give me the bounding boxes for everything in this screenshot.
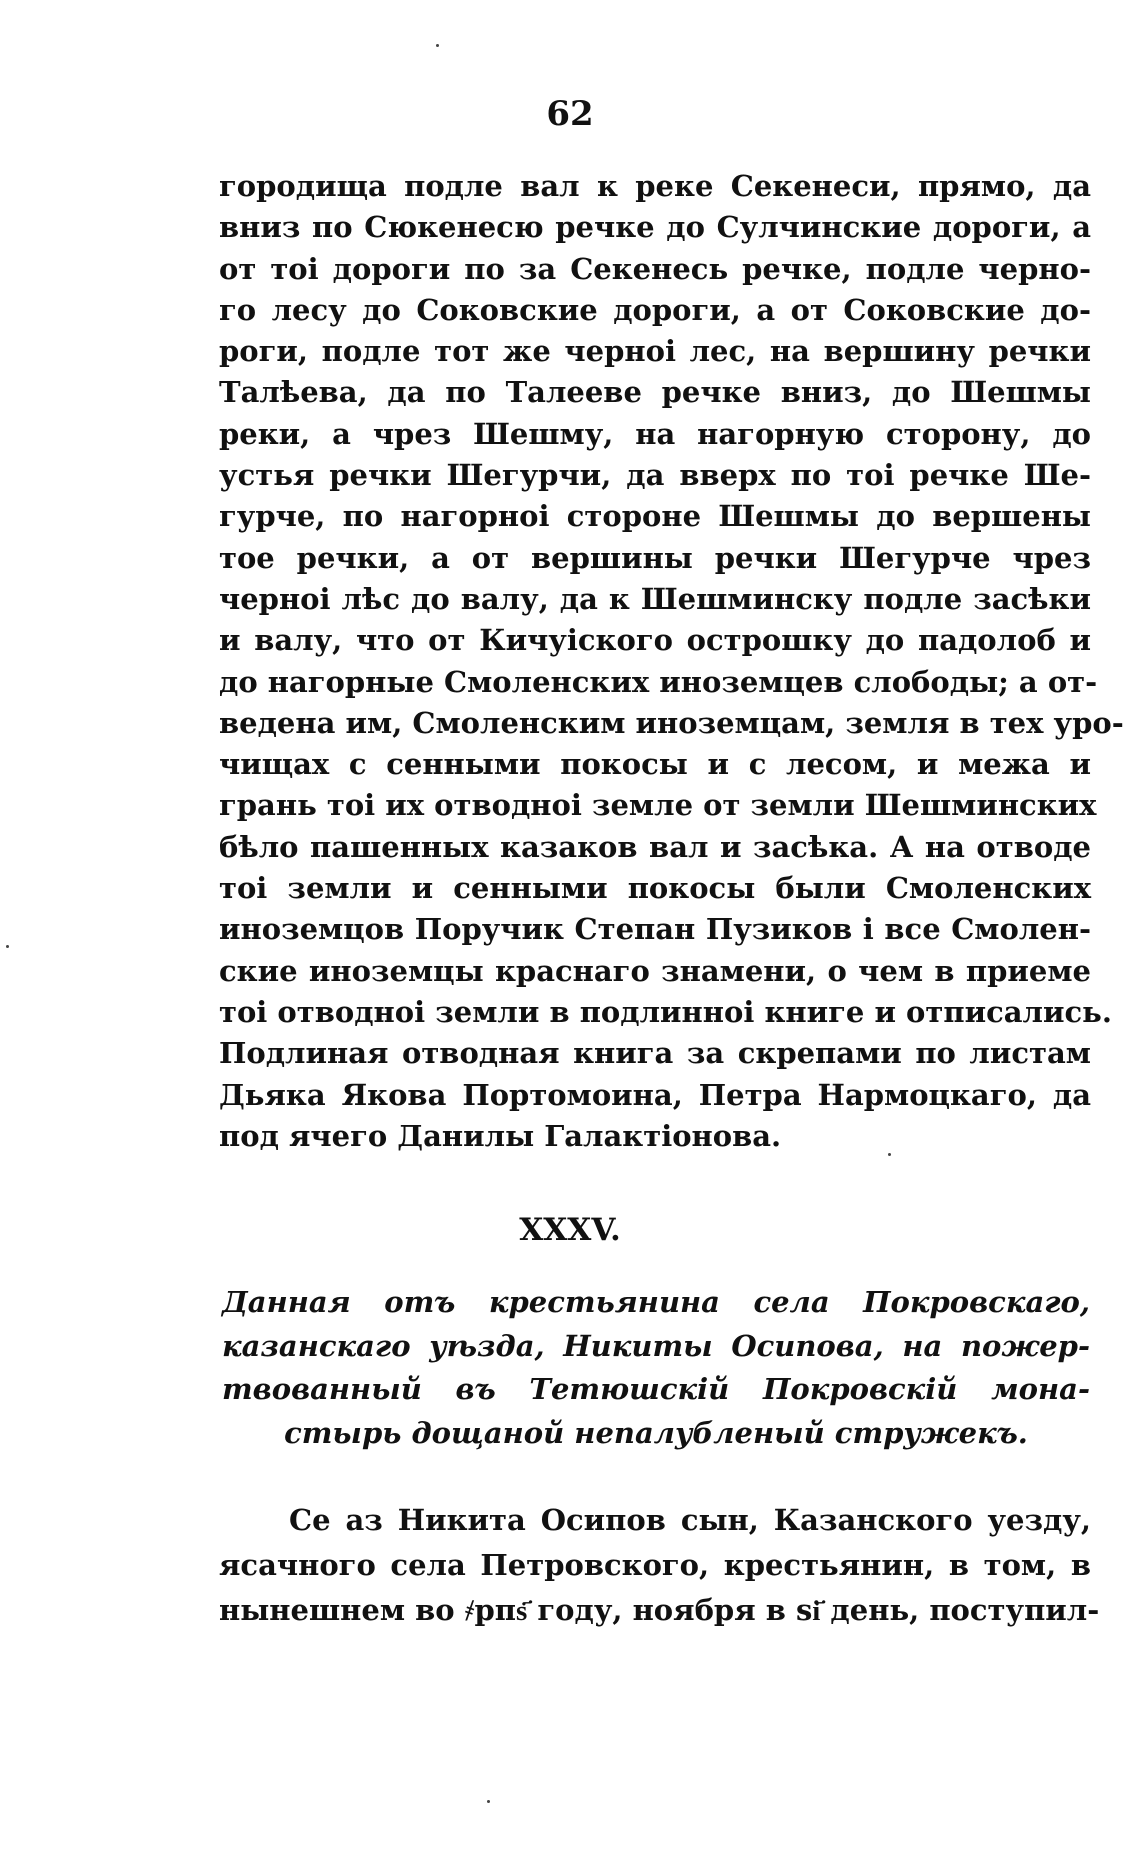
text-line: чищах с сенными покосы и с лесом, и межа и xyxy=(219,747,1091,782)
text-line: гурче, по нагорноі стороне Шешмы до вершены xyxy=(219,499,1091,534)
scan-speck xyxy=(487,1800,490,1803)
text-line: Дьяка Якова Портомоина, Петра Нармоцкаго, да xyxy=(219,1077,1091,1112)
text-line: черноі лѣс до валу, да к Шешминску подле засѣки xyxy=(219,581,1091,616)
text-line: иноземцов Поручик Степан Пузиков і все Смолен- xyxy=(219,912,1091,947)
paragraph-2 xyxy=(219,1498,1100,1633)
text-line: Талѣева, да по Талееве речке вниз, до Шешмы xyxy=(219,375,1091,410)
text-line: вниз по Сюкенесю речке до Сулчинские дороги, а xyxy=(219,210,1091,245)
text-line: Подлиная отводная книга за скрепами по листам xyxy=(219,1036,1091,1071)
text-line: грань тоі их отводноі земле от земли Шешминских xyxy=(219,788,1097,823)
text-line: тоі отводноі земли в подлинноі книге и отписались. xyxy=(219,994,1112,1029)
text-line: городища подле вал к реке Секенеси, прямо, да xyxy=(219,169,1091,203)
scan-speck xyxy=(436,44,439,47)
text-line: устья речки Шегурчи, да вверх по тоі речке Ше- xyxy=(219,458,1091,493)
heading-line: Данная отъ крестьянина села Покровскаго, xyxy=(222,1285,1090,1319)
text-line: реки, а чрез Шешму, на нагорную сторону, до xyxy=(219,416,1091,451)
text-line: роги, подле тот же черноі лес, на вершину речки xyxy=(219,334,1091,369)
heading-line: стырь дощаной непалубленый стружекъ. xyxy=(284,1415,1028,1450)
text-line: бѣло пашенных казаков вал и засѣка. А на отводе xyxy=(219,829,1091,864)
section-heading xyxy=(222,1281,1090,1455)
text-line: ясачного села Петровского, крестьянин, в том, в xyxy=(219,1548,1091,1582)
text-line: ведена им, Смоленским иноземцам, земля в тех уро- xyxy=(219,705,1124,740)
text-line: до нагорные Смоленских иноземцев слободы; а от- xyxy=(219,664,1098,699)
text-line: го лесу до Соковские дороги, а от Соковские до- xyxy=(219,292,1091,327)
heading-line: твованный въ Тетюшскій Покровскій мона- xyxy=(222,1372,1090,1406)
text-line: тое речки, а от вершины речки Шегурче чрез xyxy=(219,540,1091,575)
text-line: от тоі дороги по за Секенесь речке, подле черно- xyxy=(219,251,1091,286)
text-line: тоі земли и сенными покосы были Смоленских xyxy=(219,871,1091,906)
section-number: XXXV. xyxy=(519,1212,621,1248)
text-line: нынешнем во ҂рпѕ҃ году, ноября в ѕі҃ день, поступил- xyxy=(219,1593,1100,1627)
text-line: и валу, что от Кичуіского острошку до падолоб и xyxy=(219,623,1091,658)
text-line: Се аз Никита Осипов сын, Казанского уезду, xyxy=(289,1503,1091,1537)
heading-line: казанскаго уѣзда, Никиты Осипова, на пожер- xyxy=(222,1328,1090,1363)
page-number: 62 xyxy=(546,94,594,134)
scan-speck xyxy=(888,1153,891,1156)
text-line: под ячего Данилы Галактіонова. xyxy=(219,1118,782,1153)
text-line: ские иноземцы краснаго знамени, о чем в приеме xyxy=(219,953,1091,988)
paragraph-1 xyxy=(219,166,1124,1157)
scan-speck xyxy=(6,945,9,948)
